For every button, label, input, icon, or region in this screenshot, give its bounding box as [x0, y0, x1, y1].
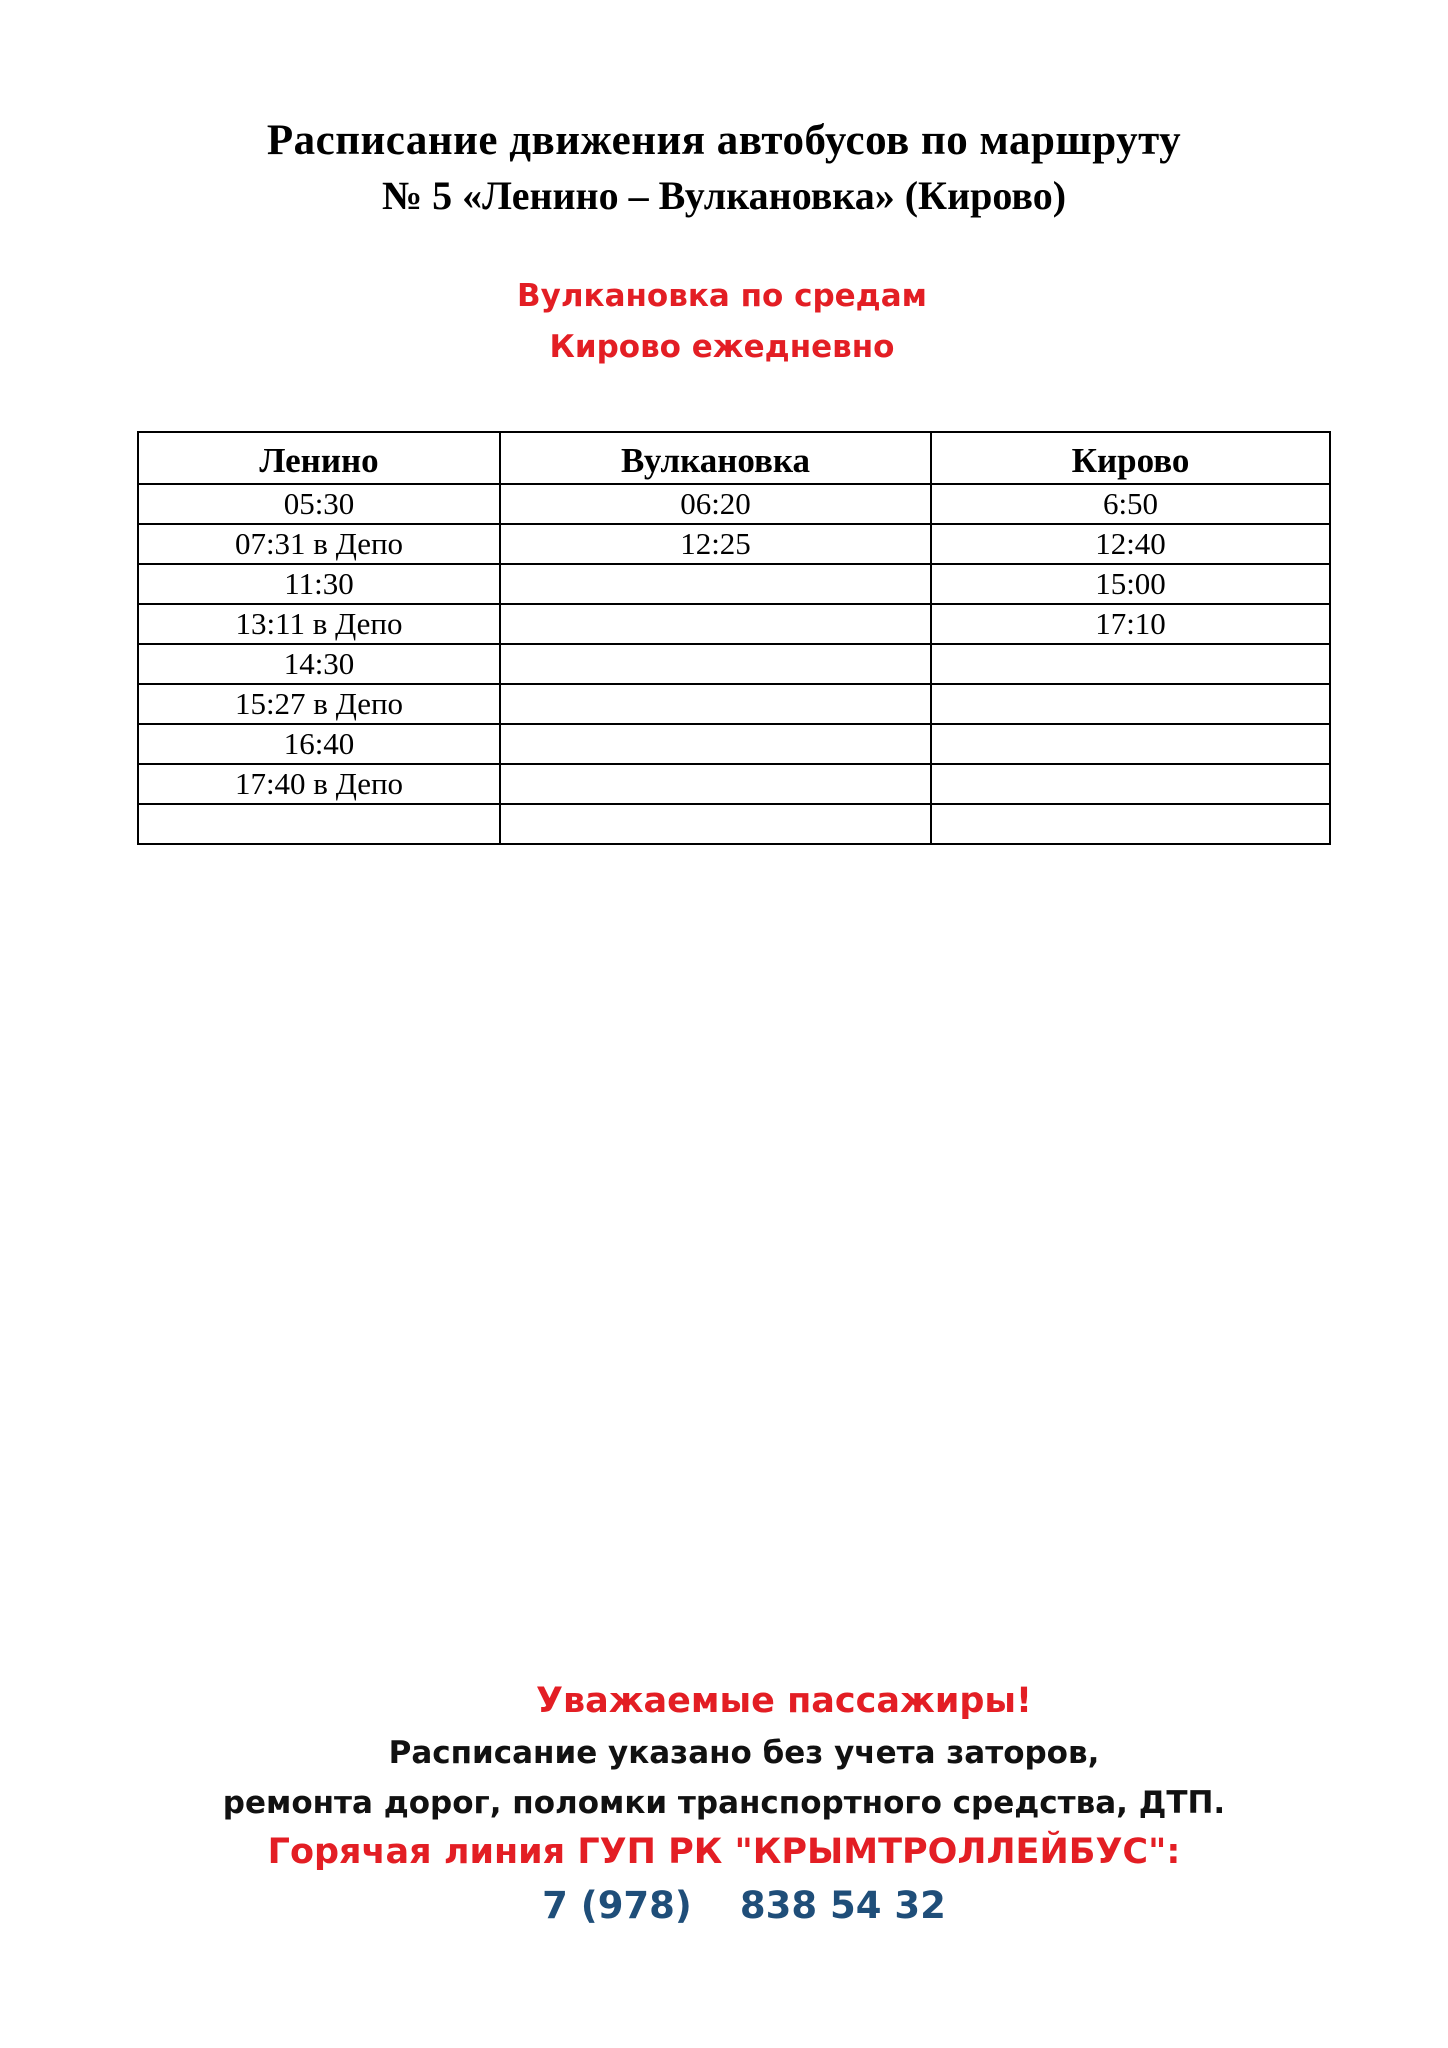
column-header-lenino: Ленино [138, 432, 500, 484]
column-header-vulkanovka: Вулкановка [500, 432, 931, 484]
table-cell: 13:11 в Депо [138, 604, 500, 644]
table-cell [500, 564, 931, 604]
table-cell: 17:10 [931, 604, 1330, 644]
table-row [138, 564, 1330, 604]
disclaimer-line-1: Расписание указано без учета заторов, [388, 1735, 1100, 1771]
table-cell [931, 804, 1330, 844]
table-cell: 17:40 в Депо [138, 764, 500, 804]
table-cell [931, 724, 1330, 764]
table-cell: 11:30 [138, 564, 500, 604]
note-vulkanovka: Вулкановка по средам [517, 278, 927, 314]
table-cell: 12:25 [500, 524, 931, 564]
table-row [138, 604, 1330, 644]
hotline-phone [20, 1884, 1448, 1927]
table-cell: 05:30 [138, 484, 500, 524]
page-title: Расписание движения автобусов по маршруту [266, 117, 1182, 164]
table-row [138, 484, 1330, 524]
route-subtitle: № 5 «Ленино – Вулкановка» (Кирово) [381, 173, 1067, 218]
table-cell: 12:40 [931, 524, 1330, 564]
table-cell [500, 604, 931, 644]
table-row [138, 764, 1330, 804]
hotline-label: Горячая линия ГУП РК "КРЫМТРОЛЛЕЙБУС": [267, 1832, 1181, 1872]
table-cell: 16:40 [138, 724, 500, 764]
table-cell [500, 764, 931, 804]
table-cell [500, 804, 931, 844]
table-cell: 6:50 [931, 484, 1330, 524]
table-cell: 14:30 [138, 644, 500, 684]
table-row [138, 524, 1330, 564]
table-row [138, 804, 1330, 844]
table-cell: 15:00 [931, 564, 1330, 604]
table-cell [931, 644, 1330, 684]
table-cell: 07:31 в Депо [138, 524, 500, 564]
table-cell: 06:20 [500, 484, 931, 524]
table-cell: 15:27 в Депо [138, 684, 500, 724]
table-row [138, 724, 1330, 764]
table-row [138, 644, 1330, 684]
table-cell [931, 684, 1330, 724]
table-cell [500, 724, 931, 764]
phone-code: 7 (978) [542, 1884, 692, 1927]
disclaimer-line-2: ремонта дорог, поломки транспортного средства, ДТП. [222, 1785, 1226, 1821]
table-header-row [138, 432, 1330, 484]
table-cell [931, 764, 1330, 804]
table-cell [500, 684, 931, 724]
note-kirovo: Кирово ежедневно [549, 329, 895, 365]
column-header-kirovo: Кирово [931, 432, 1330, 484]
passenger-greeting: Уважаемые пассажиры! [535, 1681, 1033, 1721]
table-cell [138, 804, 500, 844]
table-cell [500, 644, 931, 684]
schedule-table [137, 431, 1331, 845]
phone-number: 838 54 32 [739, 1884, 946, 1927]
table-row [138, 684, 1330, 724]
